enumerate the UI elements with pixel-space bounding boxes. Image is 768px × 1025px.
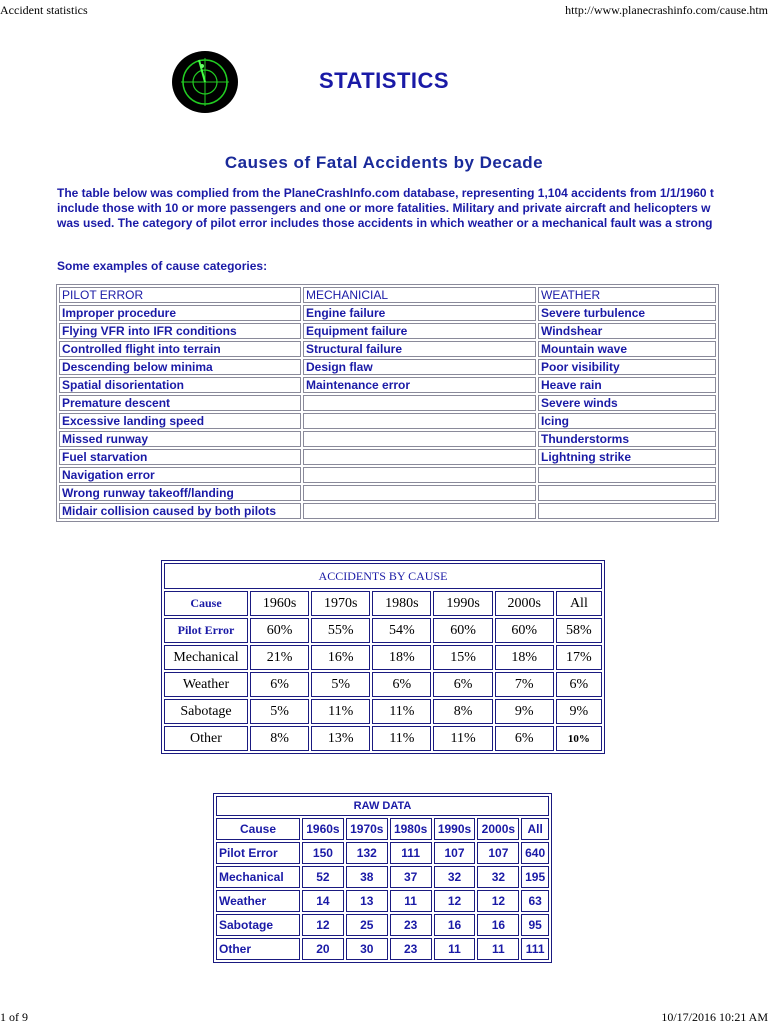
table-row <box>59 323 716 339</box>
table-cell: 32 <box>477 866 519 888</box>
table-cell: 58% <box>556 618 602 643</box>
column-header: 2000s <box>477 818 519 840</box>
row-label: Sabotage <box>216 914 300 936</box>
table-cell: Descending below minima <box>59 359 301 375</box>
table-cell: Design flaw <box>303 359 536 375</box>
table-cell <box>303 431 536 447</box>
table-cell: 12 <box>302 914 344 936</box>
table-cell: Flying VFR into IFR conditions <box>59 323 301 339</box>
table-cell: 60% <box>250 618 309 643</box>
table-cell: Maintenance error <box>303 377 536 393</box>
table-cell: 17% <box>556 645 602 670</box>
table-row <box>164 672 602 697</box>
column-header: MECHANICIAL <box>303 287 536 303</box>
table-cell: 37 <box>390 866 432 888</box>
table-cell: Improper procedure <box>59 305 301 321</box>
table-cell: 30 <box>346 938 388 960</box>
table-cell: Engine failure <box>303 305 536 321</box>
accidents-by-cause-table <box>161 560 605 754</box>
table-row <box>59 395 716 411</box>
table-cell: 11% <box>372 726 431 751</box>
table-cell: 11 <box>434 938 476 960</box>
table-cell: 55% <box>311 618 370 643</box>
row-label: Weather <box>216 890 300 912</box>
table-cell: Wrong runway takeoff/landing <box>59 485 301 501</box>
intro-line: The table below was complied from the PlaneCrashInfo.com database, representing 1,104 accidents from 1/1/1960 t <box>57 186 714 200</box>
table-header-row <box>164 591 602 616</box>
row-label: Other <box>164 726 248 751</box>
table-cell: 7% <box>495 672 554 697</box>
column-header: 1960s <box>250 591 309 616</box>
table-cell: 13 <box>346 890 388 912</box>
examples-label: Some examples of cause categories: <box>57 259 268 273</box>
table-title-row <box>216 796 549 816</box>
table-cell: 52 <box>302 866 344 888</box>
table-row <box>216 866 549 888</box>
table-row <box>164 699 602 724</box>
table-cell: 16 <box>477 914 519 936</box>
row-label: Pilot Error <box>164 618 248 643</box>
table-row <box>216 890 549 912</box>
column-header: 1970s <box>311 591 370 616</box>
table-row <box>59 305 716 321</box>
table-header-row <box>216 818 549 840</box>
table-cell: 6% <box>250 672 309 697</box>
table-cell: 8% <box>250 726 309 751</box>
table-cell: Windshear <box>538 323 716 339</box>
table-cell: 11 <box>477 938 519 960</box>
table-cell <box>303 413 536 429</box>
table-cell: Icing <box>538 413 716 429</box>
table-row <box>59 485 716 501</box>
table-row <box>164 618 602 643</box>
table-cell: 18% <box>495 645 554 670</box>
table-title-row <box>164 563 602 589</box>
table-cell: Severe winds <box>538 395 716 411</box>
table-cell: Premature descent <box>59 395 301 411</box>
table-row <box>59 413 716 429</box>
table-cell <box>303 485 536 501</box>
table-cell: Spatial disorientation <box>59 377 301 393</box>
table-cell: Structural failure <box>303 341 536 357</box>
intro-line: was used. The category of pilot error includes those accidents in which weather or a mechanical fault was a strong <box>57 216 713 230</box>
table-cell: 60% <box>495 618 554 643</box>
table-cell: Midair collision caused by both pilots <box>59 503 301 519</box>
table-cell: Controlled flight into terrain <box>59 341 301 357</box>
table-cell <box>303 395 536 411</box>
table-cell <box>538 503 716 519</box>
table-cell <box>538 467 716 483</box>
table-cell: 6% <box>372 672 431 697</box>
table-header-row <box>59 287 716 303</box>
table-cell: 6% <box>495 726 554 751</box>
row-label: Weather <box>164 672 248 697</box>
column-header: All <box>556 591 602 616</box>
raw-data-table <box>213 793 552 963</box>
table-row <box>59 377 716 393</box>
intro-paragraph <box>57 186 768 231</box>
table-row <box>59 503 716 519</box>
table-cell: 9% <box>495 699 554 724</box>
table-cell: Navigation error <box>59 467 301 483</box>
row-label: Sabotage <box>164 699 248 724</box>
table-cell: 11% <box>433 726 492 751</box>
table-cell: Equipment failure <box>303 323 536 339</box>
column-header: 1990s <box>433 591 492 616</box>
table-cell: 13% <box>311 726 370 751</box>
table-cell: 20 <box>302 938 344 960</box>
print-header-title: Accident statistics <box>0 3 88 17</box>
column-header: 1960s <box>302 818 344 840</box>
table-cell: 107 <box>434 842 476 864</box>
table-row <box>59 467 716 483</box>
table-cell: 640 <box>521 842 549 864</box>
page-number: 1 of 9 <box>0 1010 28 1024</box>
table-cell: 8% <box>433 699 492 724</box>
table-cell: 9% <box>556 699 602 724</box>
table-cell: 25 <box>346 914 388 936</box>
table-cell: 150 <box>302 842 344 864</box>
table-cell: Lightning strike <box>538 449 716 465</box>
table-cell: 111 <box>390 842 432 864</box>
table-row <box>216 914 549 936</box>
table-cell: 16% <box>311 645 370 670</box>
section-subtitle: Causes of Fatal Accidents by Decade <box>224 153 544 172</box>
table-cell: 18% <box>372 645 431 670</box>
table-cell: Missed runway <box>59 431 301 447</box>
table-cell: Excessive landing speed <box>59 413 301 429</box>
row-label: Mechanical <box>164 645 248 670</box>
table-row <box>216 938 549 960</box>
column-header: 1990s <box>434 818 476 840</box>
row-label: Pilot Error <box>216 842 300 864</box>
column-header: 2000s <box>495 591 554 616</box>
column-header: WEATHER <box>538 287 716 303</box>
table-cell: Mountain wave <box>538 341 716 357</box>
row-label: Mechanical <box>216 866 300 888</box>
cause-categories-table <box>56 284 719 522</box>
table-cell: 132 <box>346 842 388 864</box>
table-cell: 23 <box>390 914 432 936</box>
table-cell: 5% <box>311 672 370 697</box>
column-header: All <box>521 818 549 840</box>
table-cell: 60% <box>433 618 492 643</box>
column-header: 1980s <box>390 818 432 840</box>
table-row <box>59 431 716 447</box>
table-cell: 11% <box>311 699 370 724</box>
column-header: Cause <box>216 818 300 840</box>
table-row <box>59 449 716 465</box>
table-cell: 107 <box>477 842 519 864</box>
table-cell: 38 <box>346 866 388 888</box>
table-cell: Fuel starvation <box>59 449 301 465</box>
table-cell: 195 <box>521 866 549 888</box>
print-timestamp: 10/17/2016 10:21 AM <box>661 1010 768 1024</box>
column-header: Cause <box>164 591 248 616</box>
table-cell: 63 <box>521 890 549 912</box>
table-cell <box>303 467 536 483</box>
table-cell: 6% <box>433 672 492 697</box>
table-row <box>216 842 549 864</box>
table-cell: 10% <box>556 726 602 751</box>
table-cell: 5% <box>250 699 309 724</box>
intro-line: include those with 10 or more passengers and one or more fatalities. Military and private aircraft and helicopters w <box>57 201 711 215</box>
radar-icon <box>171 50 239 114</box>
table-cell: 23 <box>390 938 432 960</box>
table-row <box>164 726 602 751</box>
page-title: STATISTICS <box>319 68 450 93</box>
table-cell: 12 <box>434 890 476 912</box>
table-title: RAW DATA <box>216 796 549 816</box>
table-cell: 95 <box>521 914 549 936</box>
table-title: ACCIDENTS BY CAUSE <box>164 563 602 589</box>
table-cell: 15% <box>433 645 492 670</box>
table-cell: Severe turbulence <box>538 305 716 321</box>
table-cell: 12 <box>477 890 519 912</box>
print-header-url: http://www.planecrashinfo.com/cause.htm <box>565 3 768 17</box>
table-cell: 11 <box>390 890 432 912</box>
table-cell <box>303 449 536 465</box>
column-header: PILOT ERROR <box>59 287 301 303</box>
table-cell: Poor visibility <box>538 359 716 375</box>
table-cell: 111 <box>521 938 549 960</box>
table-row <box>59 341 716 357</box>
table-row <box>59 359 716 375</box>
table-cell: 16 <box>434 914 476 936</box>
table-cell: 14 <box>302 890 344 912</box>
table-row <box>164 645 602 670</box>
table-cell <box>303 503 536 519</box>
table-cell: Thunderstorms <box>538 431 716 447</box>
table-cell: 32 <box>434 866 476 888</box>
table-cell: 6% <box>556 672 602 697</box>
column-header: 1980s <box>372 591 431 616</box>
table-cell: 21% <box>250 645 309 670</box>
column-header: 1970s <box>346 818 388 840</box>
table-cell: 54% <box>372 618 431 643</box>
row-label: Other <box>216 938 300 960</box>
table-cell: Heave rain <box>538 377 716 393</box>
table-cell: 11% <box>372 699 431 724</box>
table-cell <box>538 485 716 501</box>
